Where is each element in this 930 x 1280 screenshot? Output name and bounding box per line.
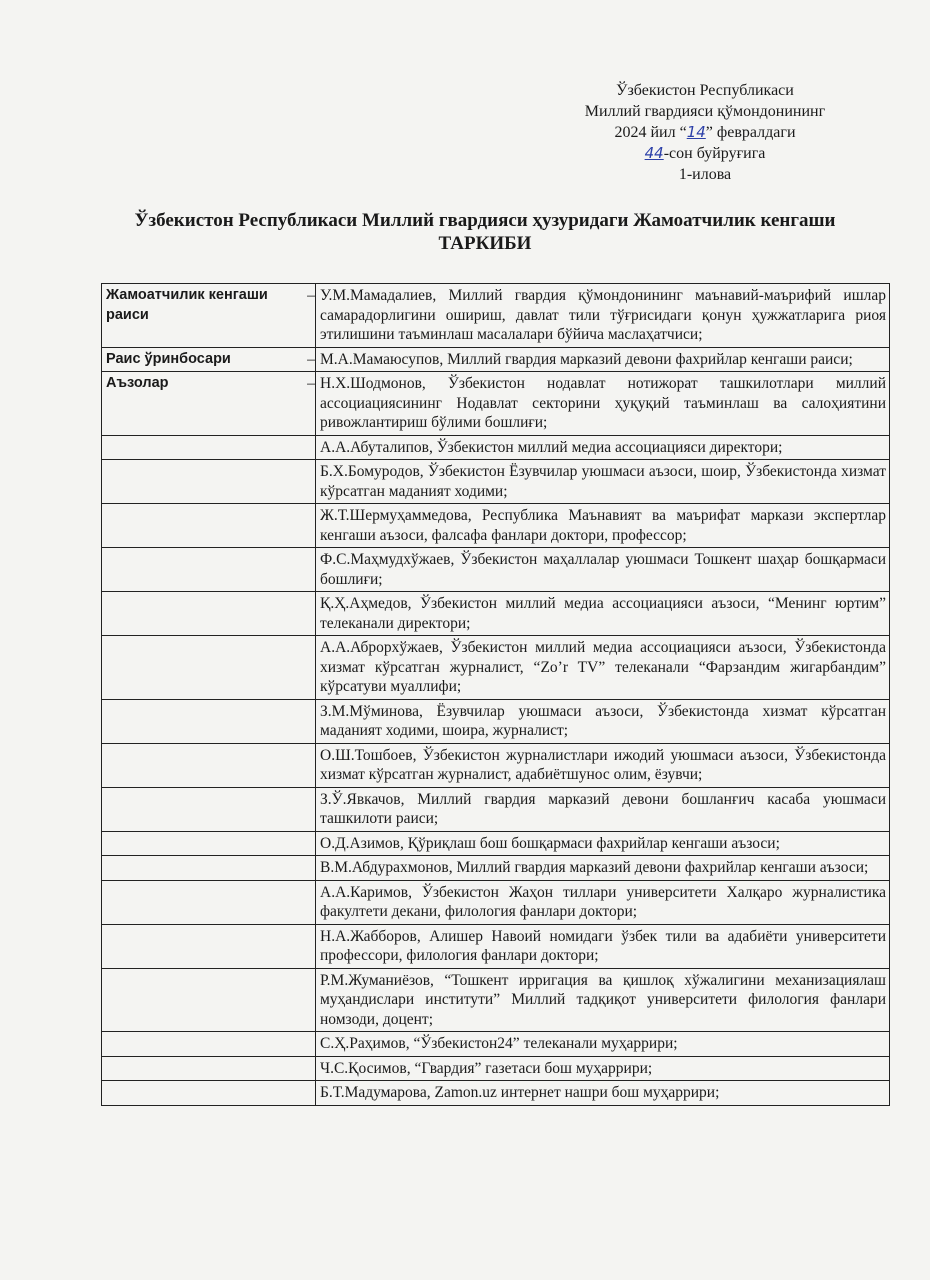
title-line-1: Ўзбекистон Республикаси Миллий гвардияси ҳузуридаги Жамоатчилик кенгаши [134,210,836,231]
handwritten-order-number: 44 [644,144,664,162]
table-row [102,372,890,436]
member-description: Б.Х.Бомуродов, Ўзбекистон Ёзувчилар уюшмаси аъзоси, шоир, Ўзбекистонда хизмат кўрсатган маданият ходими; [316,460,890,504]
role-dash [307,743,316,787]
role-dash [307,968,316,1032]
role-dash [307,924,316,968]
member-role [102,592,308,636]
member-description: А.А.Аброрхўжаев, Ўзбекистон миллий медиа ассоциацияси аъзоси, Ўзбекистонда хизмат кўрсатган журналист, “Zo’r TV” телеканали “Фарзандим жигарбандим” кўрсатуви муаллифи; [316,636,890,700]
table-row [102,504,890,548]
title-line-2: ТАРКИБИ [438,233,532,254]
member-role [102,1081,308,1106]
member-description: О.Д.Азимов, Қўриқлаш бош бошқармаси фахрийлар кенгаши аъзоси; [316,831,890,856]
member-description: А.А.Каримов, Ўзбекистон Жаҳон тиллари университети Халқаро журналистика факултети декани, филология фанлари доктори; [316,880,890,924]
table-row [102,284,890,348]
role-dash [307,856,316,881]
role-dash: – [307,372,316,436]
header-line-1: Ўзбекистон Республикаси [616,82,794,99]
role-dash [307,460,316,504]
appendix-header [540,80,870,185]
member-description: Ч.С.Қосимов, “Гвардия” газетаси бош муҳаррири; [316,1056,890,1081]
document-title [60,209,910,255]
member-role [102,831,308,856]
member-description: Ж.Т.Шермуҳаммедова, Республика Маънавият ва маърифат маркази экспертлар кенгаши аъзоси, фалсафа фанлари доктори, профессор; [316,504,890,548]
member-role [102,856,308,881]
member-role [102,636,308,700]
members-table-body [102,284,890,1106]
member-role [102,548,308,592]
role-dash [307,1081,316,1106]
members-table [101,283,890,1106]
member-role [102,787,308,831]
role-dash [307,831,316,856]
header-line-3 [540,122,870,143]
table-row [102,831,890,856]
member-description: В.М.Абдурахмонов, Миллий гвардия марказий девони фахрийлар кенгаши аъзоси; [316,856,890,881]
member-description: У.М.Мамадалиев, Миллий гвардия қўмондонининг маънавий-маърифий ишлар самарадорлигини ошириш, давлат тили тўғрисидаги қонун ҳужжатларига риоя этилишини таъминлаш масалалари бўйича маслаҳатчиси; [316,284,890,348]
member-description: С.Ҳ.Раҳимов, “Ўзбекистон24” телеканали муҳаррири; [316,1032,890,1057]
member-role [102,1056,308,1081]
member-description: Қ.Ҳ.Аҳмедов, Ўзбекистон миллий медиа ассоциацияси аъзоси, “Менинг юртим” телеканали директори; [316,592,890,636]
role-dash: – [307,284,316,348]
role-dash [307,592,316,636]
member-description: А.А.Абуталипов, Ўзбекистон миллий медиа ассоциацияси директори; [316,435,890,460]
member-description: О.Ш.Тошбоев, Ўзбекистон журналистлари ижодий уюшмаси аъзоси, Ўзбекистонда хизмат кўрсатган журналист, адабиётшунос олим, ёзувчи; [316,743,890,787]
member-description: Н.Х.Шодмонов, Ўзбекистон нодавлат нотижорат ташкилотлари миллий ассоциациясининг Нодавлат секторини ҳуқуқий таъминлаш ва салоҳиятини ривожлантириш бўлими бошлиғи; [316,372,890,436]
table-row [102,699,890,743]
table-row [102,1056,890,1081]
table-row [102,592,890,636]
member-role [102,460,308,504]
member-role [102,435,308,460]
member-description: Н.А.Жабборов, Алишер Навоий номидаги ўзбек тили ва адабиёти университети профессори, филология фанлари доктори; [316,924,890,968]
table-row [102,1032,890,1057]
table-row [102,347,890,372]
table-row [102,435,890,460]
header-line-2: Миллий гвардияси қўмондонининг [584,103,826,120]
role-dash: – [307,347,316,372]
member-role [102,1032,308,1057]
table-row [102,460,890,504]
table-row [102,856,890,881]
member-role: Аъзолар [102,372,308,436]
member-description: М.А.Мамаюсупов, Миллий гвардия марказий девони фахрийлар кенгаши раиси; [316,347,890,372]
role-dash [307,1056,316,1081]
table-row [102,743,890,787]
handwritten-day: 14 [686,123,706,141]
header-line-4 [540,143,870,164]
table-row [102,636,890,700]
table-row [102,924,890,968]
member-description: Ф.С.Маҳмудхўжаев, Ўзбекистон маҳаллалар уюшмаси Тошкент шаҳар бошқармаси бошлиғи; [316,548,890,592]
table-row [102,968,890,1032]
header-line-5: 1-илова [678,166,732,183]
role-dash [307,699,316,743]
role-dash [307,435,316,460]
role-dash [307,636,316,700]
member-description: Р.М.Жуманиёзов, “Тошкент ирригация ва қишлоқ хўжалигини механизациялаш муҳандислари институти” Миллий тадқиқот университети филология фанлари номзоди, доцент; [316,968,890,1032]
member-role [102,968,308,1032]
header-date-suffix: ” февралдаги [705,124,796,141]
role-dash [307,1032,316,1057]
role-dash [307,787,316,831]
table-row [102,787,890,831]
member-role: Раис ўринбосари [102,347,308,372]
member-description: Б.Т.Мадумарова, Zamon.uz интернет нашри бош муҳаррири; [316,1081,890,1106]
header-date-prefix: 2024 йил “ [614,124,687,141]
role-dash [307,504,316,548]
member-role [102,880,308,924]
member-role: Жамоатчилик кенгаши раиси [102,284,308,348]
header-order-suffix: -сон буйруғига [663,145,766,162]
table-row [102,548,890,592]
member-role [102,743,308,787]
member-role [102,924,308,968]
member-description: З.Ў.Явкачов, Миллий гвардия марказий девони бошланғич касаба уюшмаси ташкилоти раиси; [316,787,890,831]
role-dash [307,880,316,924]
table-row [102,1081,890,1106]
member-description: З.М.Мўминова, Ёзувчилар уюшмаси аъзоси, Ўзбекистонда хизмат кўрсатган маданият ходими, шоира, журналист; [316,699,890,743]
role-dash [307,548,316,592]
member-role [102,699,308,743]
member-role [102,504,308,548]
table-row [102,880,890,924]
